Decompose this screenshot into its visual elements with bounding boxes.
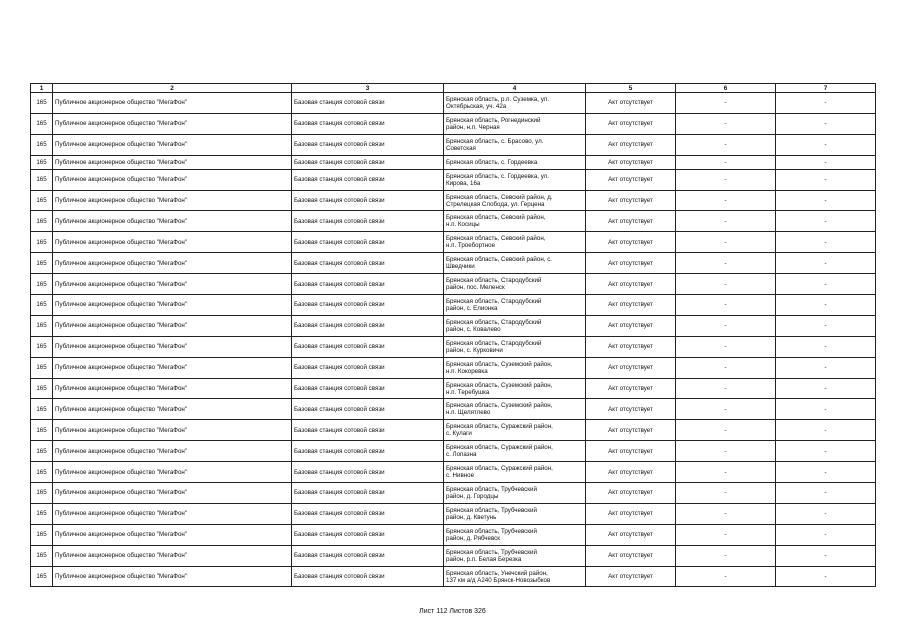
column-6-value-cell: -: [676, 336, 776, 357]
owner-name-cell: Публичное акционерное общество "МегаФон": [53, 315, 292, 336]
act-status-cell: Акт отсутствует: [586, 378, 676, 399]
act-status-cell: Акт отсутствует: [586, 524, 676, 545]
act-status-cell: Акт отсутствует: [586, 483, 676, 504]
object-address-cell: Брянская область, р.п. Суземка, ул. Октябрьская, уч. 42а: [444, 93, 586, 114]
act-status-cell: Акт отсутствует: [586, 134, 676, 155]
object-address-cell: Брянская область, Суземский район, н.п. Теребушка: [444, 378, 586, 399]
act-status-cell: Акт отсутствует: [586, 315, 676, 336]
header-cell-4: 4: [444, 84, 586, 93]
object-address-cell: Брянская область, Трубчевский район, д. Городцы: [444, 483, 586, 504]
object-type-cell: Базовая станция сотовой связи: [292, 274, 444, 295]
column-6-value-cell: -: [676, 399, 776, 420]
object-address-cell: Брянская область, Суражский район, с. Кулаги: [444, 420, 586, 441]
object-type-cell: Базовая станция сотовой связи: [292, 93, 444, 114]
act-status-cell: Акт отсутствует: [586, 113, 676, 134]
owner-name-cell: Публичное акционерное общество "МегаФон": [53, 524, 292, 545]
act-status-cell: Акт отсутствует: [586, 503, 676, 524]
row-number-cell: 165: [31, 336, 53, 357]
owner-name-cell: Публичное акционерное общество "МегаФон": [53, 336, 292, 357]
column-7-value-cell: -: [776, 441, 876, 462]
column-7-value-cell: -: [776, 232, 876, 253]
object-type-cell: Базовая станция сотовой связи: [292, 253, 444, 274]
owner-name-cell: Публичное акционерное общество "МегаФон": [53, 357, 292, 378]
table-row: [31, 253, 876, 274]
object-address-cell: Брянская область, с. Брасово, ул. Советская: [444, 134, 586, 155]
column-6-value-cell: -: [676, 295, 776, 316]
object-type-cell: Базовая станция сотовой связи: [292, 232, 444, 253]
column-7-value-cell: -: [776, 462, 876, 483]
column-6-value-cell: -: [676, 420, 776, 441]
object-address-cell: Брянская область, Суземский район, н.п. Щелятлево: [444, 399, 586, 420]
owner-name-cell: Публичное акционерное общество "МегаФон": [53, 503, 292, 524]
object-type-cell: Базовая станция сотовой связи: [292, 545, 444, 566]
table-row: [31, 113, 876, 134]
column-6-value-cell: -: [676, 315, 776, 336]
act-status-cell: Акт отсутствует: [586, 155, 676, 169]
column-6-value-cell: -: [676, 232, 776, 253]
object-address-cell: Брянская область, Стародубский район, с. Ковалево: [444, 315, 586, 336]
act-status-cell: Акт отсутствует: [586, 253, 676, 274]
column-7-value-cell: -: [776, 378, 876, 399]
column-6-value-cell: -: [676, 524, 776, 545]
act-status-cell: Акт отсутствует: [586, 232, 676, 253]
table-row: [31, 503, 876, 524]
column-6-value-cell: -: [676, 441, 776, 462]
act-status-cell: Акт отсутствует: [586, 274, 676, 295]
act-status-cell: Акт отсутствует: [586, 462, 676, 483]
row-number-cell: 165: [31, 169, 53, 190]
table-row: [31, 190, 876, 211]
column-7-value-cell: -: [776, 134, 876, 155]
row-number-cell: 165: [31, 378, 53, 399]
column-7-value-cell: -: [776, 274, 876, 295]
column-6-value-cell: -: [676, 155, 776, 169]
object-address-cell: Брянская область, Рогнединский район, н.п. Черная: [444, 113, 586, 134]
act-status-cell: Акт отсутствует: [586, 566, 676, 587]
owner-name-cell: Публичное акционерное общество "МегаФон": [53, 232, 292, 253]
owner-name-cell: Публичное акционерное общество "МегаФон": [53, 211, 292, 232]
owner-name-cell: Публичное акционерное общество "МегаФон": [53, 399, 292, 420]
column-6-value-cell: -: [676, 211, 776, 232]
row-number-cell: 165: [31, 190, 53, 211]
row-number-cell: 165: [31, 253, 53, 274]
table-row: [31, 378, 876, 399]
column-6-value-cell: -: [676, 483, 776, 504]
owner-name-cell: Публичное акционерное общество "МегаФон": [53, 566, 292, 587]
row-number-cell: 165: [31, 295, 53, 316]
column-7-value-cell: -: [776, 93, 876, 114]
object-type-cell: Базовая станция сотовой связи: [292, 190, 444, 211]
owner-name-cell: Публичное акционерное общество "МегаФон": [53, 420, 292, 441]
table-row: [31, 545, 876, 566]
column-6-value-cell: -: [676, 134, 776, 155]
table-row: [31, 211, 876, 232]
object-type-cell: Базовая станция сотовой связи: [292, 336, 444, 357]
table-row: [31, 357, 876, 378]
row-number-cell: 165: [31, 566, 53, 587]
object-type-cell: Базовая станция сотовой связи: [292, 378, 444, 399]
owner-name-cell: Публичное акционерное общество "МегаФон": [53, 295, 292, 316]
column-7-value-cell: -: [776, 483, 876, 504]
row-number-cell: 165: [31, 274, 53, 295]
owner-name-cell: Публичное акционерное общество "МегаФон": [53, 462, 292, 483]
column-6-value-cell: -: [676, 113, 776, 134]
owner-name-cell: Публичное акционерное общество "МегаФон": [53, 169, 292, 190]
table-row: [31, 399, 876, 420]
row-number-cell: 165: [31, 503, 53, 524]
table-row: [31, 566, 876, 587]
table-row: [31, 169, 876, 190]
object-type-cell: Базовая станция сотовой связи: [292, 315, 444, 336]
object-type-cell: Базовая станция сотовой связи: [292, 295, 444, 316]
object-address-cell: Брянская область, Унечский район, 137 км а/д А240 Брянск-Новозыбков: [444, 566, 586, 587]
table-row: [31, 336, 876, 357]
column-6-value-cell: -: [676, 566, 776, 587]
table-row: [31, 441, 876, 462]
table-row: [31, 274, 876, 295]
column-6-value-cell: -: [676, 274, 776, 295]
object-type-cell: Базовая станция сотовой связи: [292, 483, 444, 504]
column-7-value-cell: -: [776, 155, 876, 169]
table-body: [31, 93, 876, 587]
column-6-value-cell: -: [676, 545, 776, 566]
column-7-value-cell: -: [776, 169, 876, 190]
column-6-value-cell: -: [676, 169, 776, 190]
row-number-cell: 165: [31, 524, 53, 545]
object-address-cell: Брянская область, Суражский район, с. Нивное: [444, 462, 586, 483]
act-status-cell: Акт отсутствует: [586, 336, 676, 357]
row-number-cell: 165: [31, 545, 53, 566]
column-7-value-cell: -: [776, 503, 876, 524]
row-number-cell: 165: [31, 399, 53, 420]
table-row: [31, 420, 876, 441]
column-7-value-cell: -: [776, 566, 876, 587]
column-6-value-cell: -: [676, 503, 776, 524]
column-7-value-cell: -: [776, 190, 876, 211]
row-number-cell: 165: [31, 462, 53, 483]
object-address-cell: Брянская область, Трубчевский район, р.п. Белая Березка: [444, 545, 586, 566]
header-cell-6: 6: [676, 84, 776, 93]
table-row: [31, 93, 876, 114]
row-number-cell: 165: [31, 113, 53, 134]
object-address-cell: Брянская область, с. Гордеевка, ул. Кирова, 16а: [444, 169, 586, 190]
row-number-cell: 165: [31, 357, 53, 378]
table-row: [31, 232, 876, 253]
column-7-value-cell: -: [776, 295, 876, 316]
column-7-value-cell: -: [776, 113, 876, 134]
row-number-cell: 165: [31, 420, 53, 441]
object-address-cell: Брянская область, Севский район, н.п. Косицы: [444, 211, 586, 232]
table-row: [31, 524, 876, 545]
row-number-cell: 165: [31, 134, 53, 155]
owner-name-cell: Публичное акционерное общество "МегаФон": [53, 134, 292, 155]
header-cell-3: 3: [292, 84, 444, 93]
row-number-cell: 165: [31, 441, 53, 462]
act-status-cell: Акт отсутствует: [586, 441, 676, 462]
column-6-value-cell: -: [676, 93, 776, 114]
object-address-cell: Брянская область, Стародубский район, пос. Меленск: [444, 274, 586, 295]
header-cell-5: 5: [586, 84, 676, 93]
owner-name-cell: Публичное акционерное общество "МегаФон": [53, 545, 292, 566]
object-type-cell: Базовая станция сотовой связи: [292, 211, 444, 232]
act-status-cell: Акт отсутствует: [586, 399, 676, 420]
column-6-value-cell: -: [676, 190, 776, 211]
row-number-cell: 165: [31, 93, 53, 114]
column-6-value-cell: -: [676, 253, 776, 274]
column-7-value-cell: -: [776, 211, 876, 232]
page-footer: Лист 112 Листов 326: [419, 608, 486, 615]
row-number-cell: 165: [31, 211, 53, 232]
owner-name-cell: Публичное акционерное общество "МегаФон": [53, 378, 292, 399]
act-status-cell: Акт отсутствует: [586, 93, 676, 114]
owner-name-cell: Публичное акционерное общество "МегаФон": [53, 190, 292, 211]
table-row: [31, 483, 876, 504]
table-row: [31, 462, 876, 483]
object-type-cell: Базовая станция сотовой связи: [292, 441, 444, 462]
column-7-value-cell: -: [776, 357, 876, 378]
row-number-cell: 165: [31, 232, 53, 253]
object-address-cell: Брянская область, Стародубский район, с. Курковичи: [444, 336, 586, 357]
act-status-cell: Акт отсутствует: [586, 295, 676, 316]
act-status-cell: Акт отсутствует: [586, 420, 676, 441]
object-address-cell: Брянская область, с. Гордеевка: [444, 155, 586, 169]
object-type-cell: Базовая станция сотовой связи: [292, 420, 444, 441]
object-type-cell: Базовая станция сотовой связи: [292, 155, 444, 169]
row-number-cell: 165: [31, 315, 53, 336]
object-address-cell: Брянская область, Севский район, н.п. Троебортное: [444, 232, 586, 253]
object-address-cell: Брянская область, Севский район, д. Стрелецкая Слобода, ул. Герцена: [444, 190, 586, 211]
object-address-cell: Брянская область, Стародубский район, с. Елионка: [444, 295, 586, 316]
object-address-cell: Брянская область, Суземский район, н.п. Кокоревка: [444, 357, 586, 378]
table-header: [31, 84, 876, 93]
column-6-value-cell: -: [676, 357, 776, 378]
column-7-value-cell: -: [776, 420, 876, 441]
header-cell-2: 2: [53, 84, 292, 93]
object-type-cell: Базовая станция сотовой связи: [292, 503, 444, 524]
column-7-value-cell: -: [776, 253, 876, 274]
object-type-cell: Базовая станция сотовой связи: [292, 399, 444, 420]
header-cell-7: 7: [776, 84, 876, 93]
column-7-value-cell: -: [776, 524, 876, 545]
object-address-cell: Брянская область, Севский район, с. Шведчики: [444, 253, 586, 274]
table-row: [31, 295, 876, 316]
table-row: [31, 134, 876, 155]
registry-table: [30, 83, 876, 587]
object-address-cell: Брянская область, Суражский район, с. Лопазна: [444, 441, 586, 462]
owner-name-cell: Публичное акционерное общество "МегаФон": [53, 113, 292, 134]
row-number-cell: 165: [31, 483, 53, 504]
column-7-value-cell: -: [776, 399, 876, 420]
owner-name-cell: Публичное акционерное общество "МегаФон": [53, 483, 292, 504]
header-cell-1: 1: [31, 84, 53, 93]
table-row: [31, 155, 876, 169]
object-type-cell: Базовая станция сотовой связи: [292, 113, 444, 134]
act-status-cell: Акт отсутствует: [586, 211, 676, 232]
column-6-value-cell: -: [676, 462, 776, 483]
owner-name-cell: Публичное акционерное общество "МегаФон": [53, 274, 292, 295]
owner-name-cell: Публичное акционерное общество "МегаФон": [53, 253, 292, 274]
owner-name-cell: Публичное акционерное общество "МегаФон": [53, 155, 292, 169]
header-row: [31, 84, 876, 93]
object-type-cell: Базовая станция сотовой связи: [292, 169, 444, 190]
object-type-cell: Базовая станция сотовой связи: [292, 524, 444, 545]
act-status-cell: Акт отсутствует: [586, 169, 676, 190]
object-type-cell: Базовая станция сотовой связи: [292, 134, 444, 155]
column-6-value-cell: -: [676, 378, 776, 399]
object-type-cell: Базовая станция сотовой связи: [292, 566, 444, 587]
column-7-value-cell: -: [776, 315, 876, 336]
owner-name-cell: Публичное акционерное общество "МегаФон": [53, 93, 292, 114]
object-type-cell: Базовая станция сотовой связи: [292, 357, 444, 378]
object-address-cell: Брянская область, Трубчевский район, д. Кветунь: [444, 503, 586, 524]
object-type-cell: Базовая станция сотовой связи: [292, 462, 444, 483]
object-address-cell: Брянская область, Трубчевский район, д. Рябчевск: [444, 524, 586, 545]
act-status-cell: Акт отсутствует: [586, 545, 676, 566]
row-number-cell: 165: [31, 155, 53, 169]
act-status-cell: Акт отсутствует: [586, 357, 676, 378]
act-status-cell: Акт отсутствует: [586, 190, 676, 211]
column-7-value-cell: -: [776, 545, 876, 566]
table-row: [31, 315, 876, 336]
column-7-value-cell: -: [776, 336, 876, 357]
owner-name-cell: Публичное акционерное общество "МегаФон": [53, 441, 292, 462]
